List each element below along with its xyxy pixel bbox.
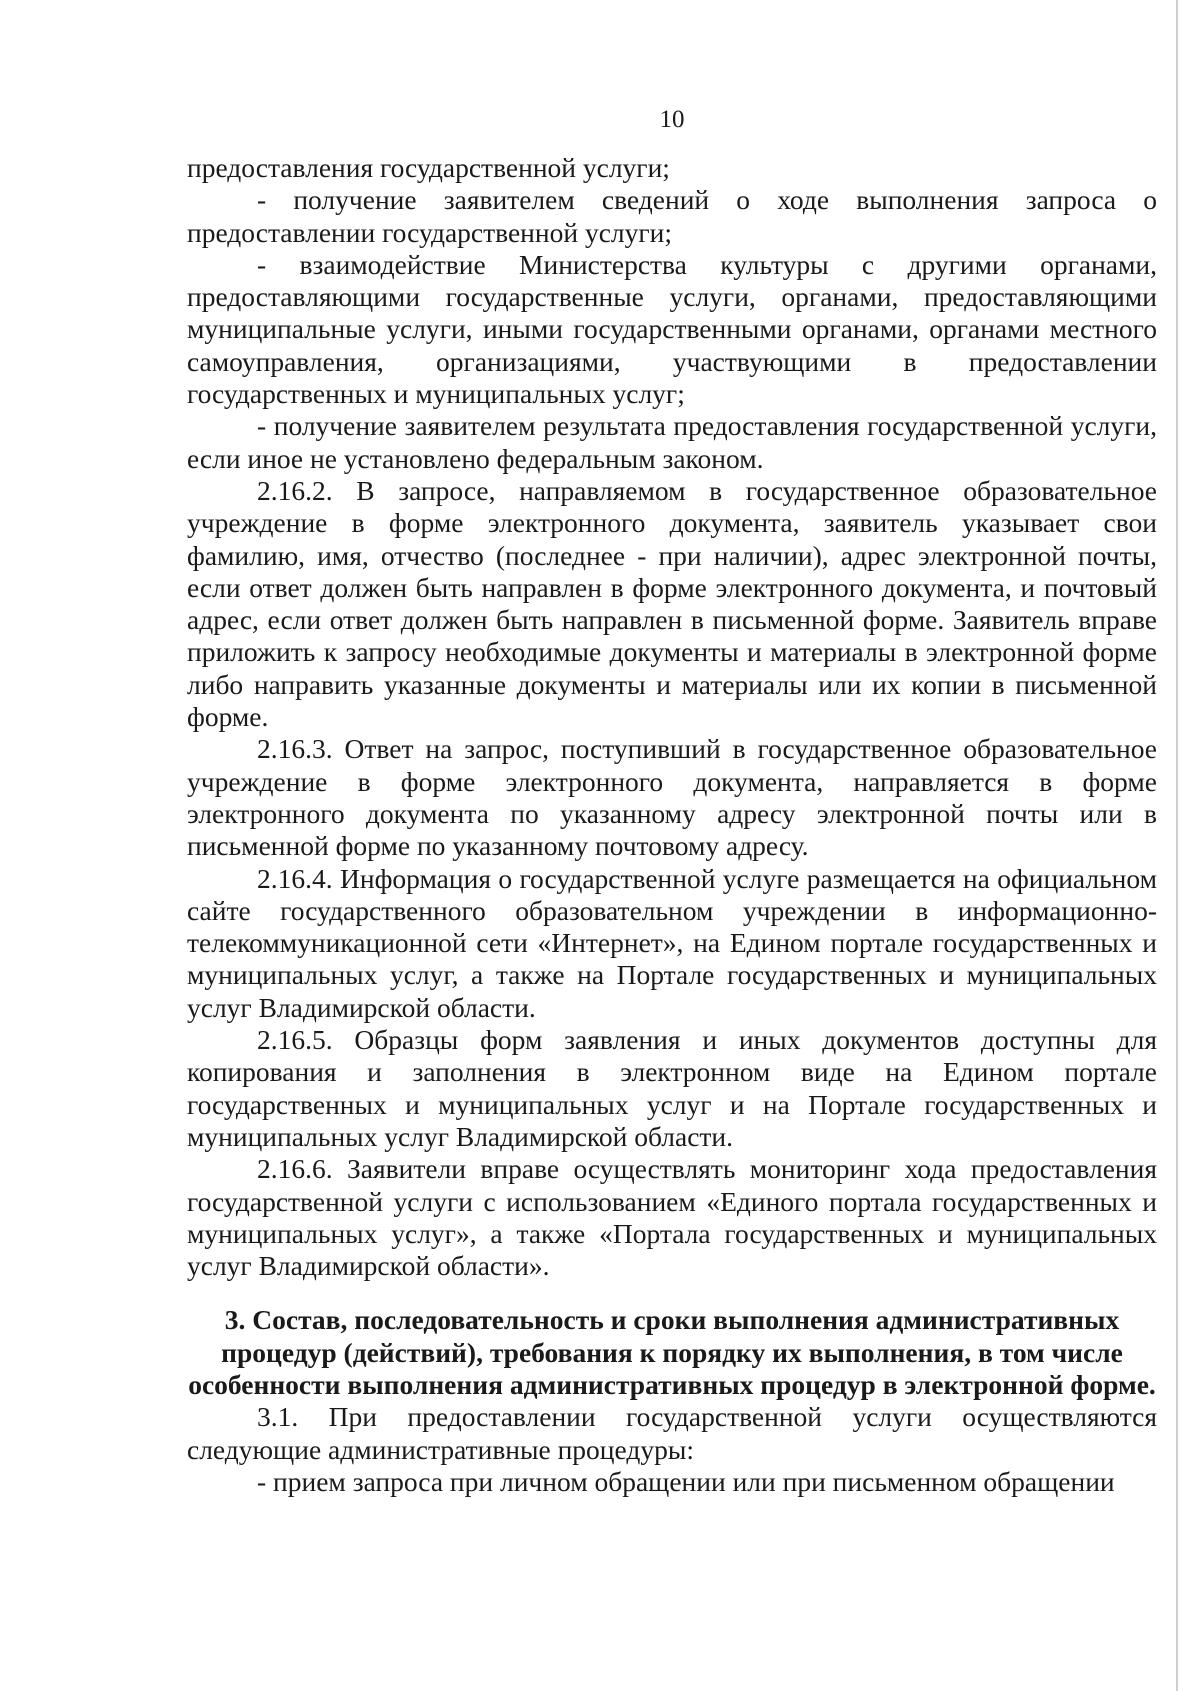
- paragraph-2-16-2: 2.16.2. В запросе, направляемом в государственное образовательное учреждение в форме электронного документа, заявитель указывает свои фамилию, имя, отчество (последнее - при наличии), адрес электронной почты, если ответ должен быть направлен в форме электронного документа, и почтовый адрес, если ответ должен быть направлен в письменной форме. Заявитель вправе приложить к запросу необходимые документы и материалы в электронной форме либо направить указанные документы и материалы или их копии в письменной форме.: [187, 474, 1157, 733]
- paragraph-2-16-6: 2.16.6. Заявители вправе осуществлять мониторинг хода предоставления государственной услуги с использованием «Единого портала государственных и муниципальных услуг», а также «Портала государственных и муниципальных услуг Владимирской области».: [187, 1153, 1157, 1282]
- document-body: [187, 152, 1157, 1498]
- list-item-interaction: - взаимодействие Министерства культуры с другими органами, предоставляющими государственные услуги, органами, предоставляющими муниципальные услуги, иными государственными органами, органами местного самоуправления, организациями, участвующими в предоставлении государственных и муниципальных услуг;: [187, 248, 1157, 410]
- paragraph-2-16-4: 2.16.4. Информация о государственной услуге размещается на официальном сайте государственного образовательном учреждении в информационно-телекоммуникационной сети «Интернет», на Едином портале государственных и муниципальных услуг, а также на Портале государственных и муниципальных услуг Владимирской области.: [187, 862, 1157, 1023]
- paragraph-2-16-3: 2.16.3. Ответ на запрос, поступивший в государственное образовательное учреждение в форме электронного документа, направляется в форме электронного документа по указанному адресу электронной почты или в письменной форме по указанному почтовому адресу.: [187, 733, 1157, 862]
- list-item-result: - получение заявителем результата предоставления государственной услуги, если иное не установлено федеральным законом.: [187, 410, 1157, 474]
- page-number: 10: [659, 106, 685, 133]
- paragraph-2-16-5: 2.16.5. Образцы форм заявления и иных документов доступны для копирования и заполнения в электронном виде на Едином портале государственных и муниципальных услуг и на Портале государственных и муниципальных услуг Владимирской области.: [187, 1024, 1157, 1152]
- list-item-status-info: - получение заявителем сведений о ходе выполнения запроса о предоставлении государственной услуги;: [187, 184, 1157, 248]
- scan-edge-line: [1176, 0, 1178, 1691]
- paragraph-3-1: 3.1. При предоставлении государственной услуги осуществляются следующие административные процедуры:: [187, 1401, 1157, 1465]
- section-title: 3. Состав, последовательность и сроки выполнения административных процедур (действий), требования к порядку их выполнения, в том числе особенности выполнения административных процедур в электронной форме.: [188, 1304, 1156, 1400]
- paragraph-continuation: предоставления государственной услуги;: [187, 152, 670, 183]
- list-item-reception: - прием запроса при личном обращении или при письменном обращении: [257, 1465, 1115, 1497]
